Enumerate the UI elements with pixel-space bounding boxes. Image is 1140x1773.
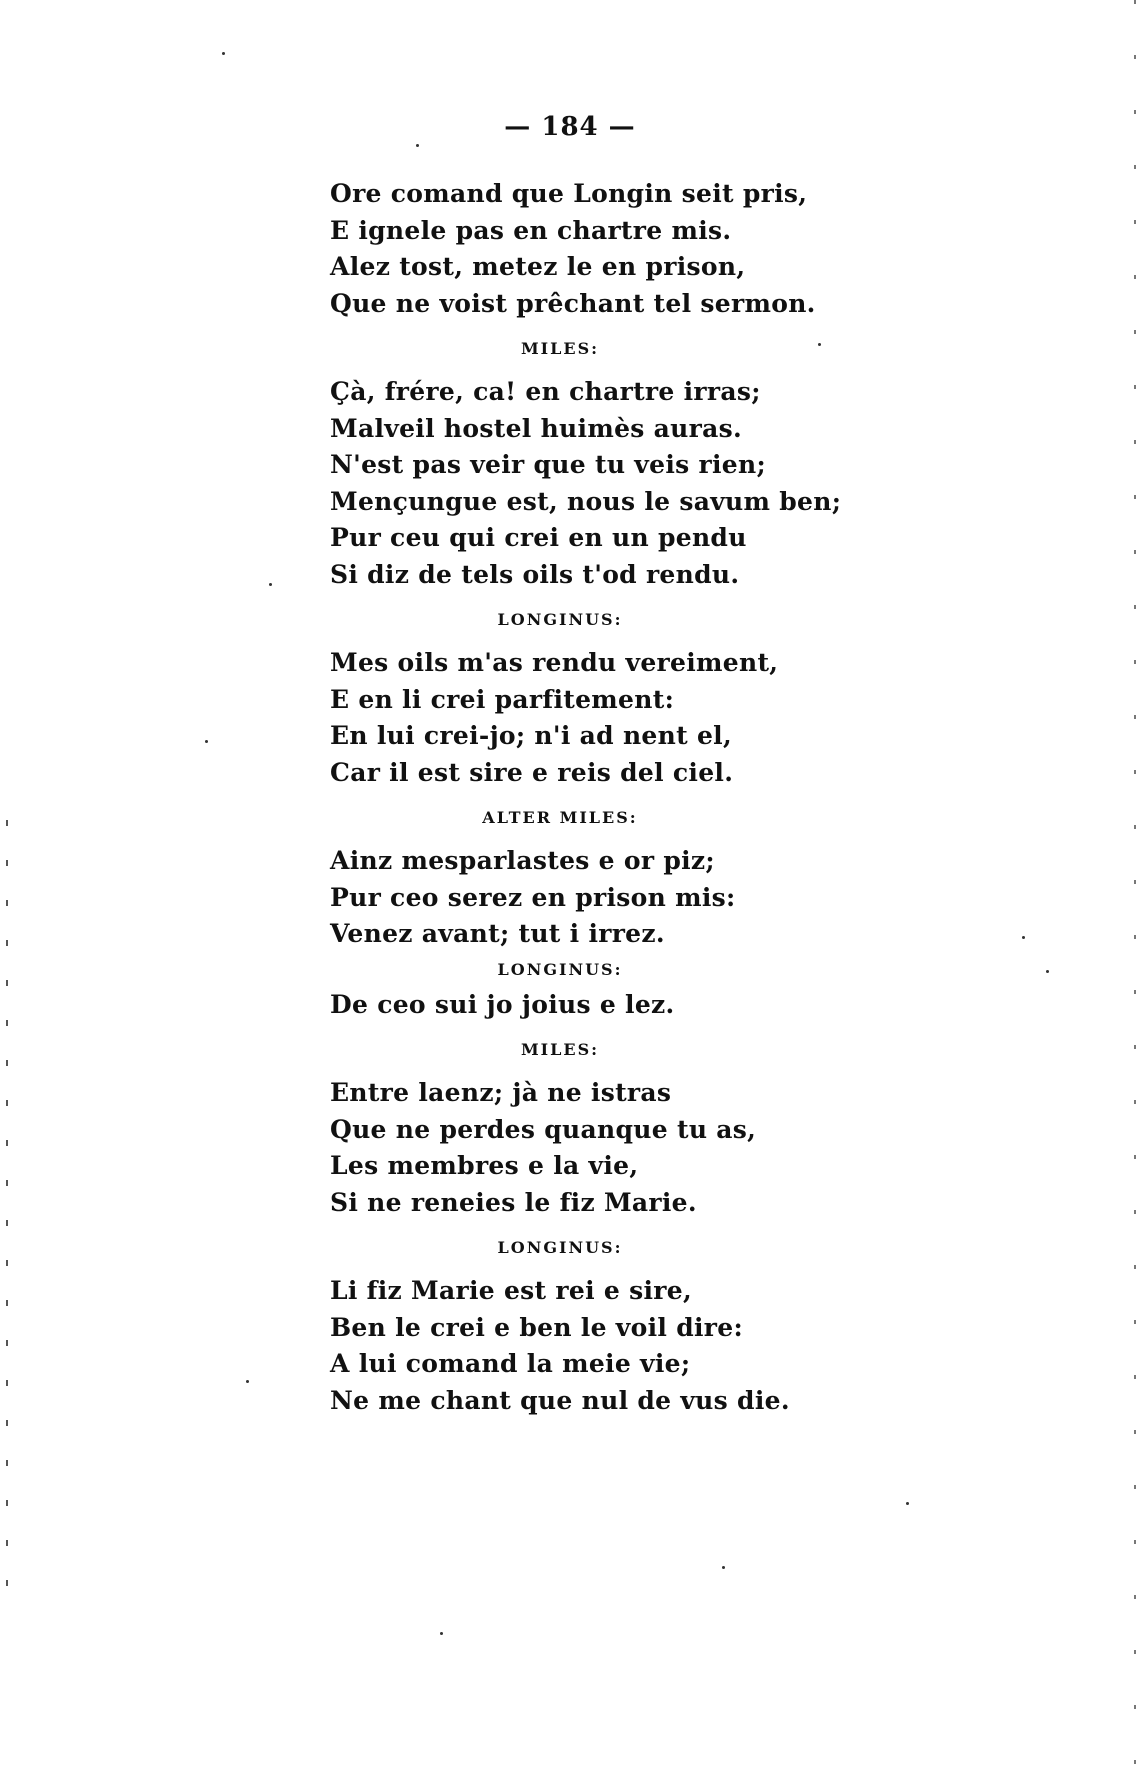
stanza-5	[330, 987, 850, 1024]
verse-line: Si diz de tels oils t'od rendu.	[330, 559, 740, 589]
verse-line: Que ne voist prêchant tel sermon.	[330, 288, 816, 318]
verse-line: Ne me chant que nul de vus die.	[330, 1385, 790, 1415]
verse-line: Alez tost, metez le en prison,	[330, 252, 746, 281]
verse-line: Pur ceu qui crei en un pendu	[330, 523, 747, 552]
speaker-label: MILES:	[520, 1040, 600, 1059]
verse-line: Li fiz Marie est rei e sire,	[330, 1276, 692, 1305]
scan-speck	[440, 1632, 443, 1635]
verse-line: Ainz mesparlastes e or piz;	[330, 846, 715, 875]
verse-line: Mes oils m'as rendu vereiment,	[330, 648, 779, 677]
verse-line: Ore comand que Longin seit pris,	[330, 179, 808, 208]
verse-line: Car il est sire e reis del ciel.	[330, 757, 734, 787]
verse-line: En lui crei-jo; n'i ad nent el,	[330, 721, 732, 750]
verse-line: Les membres e la vie,	[330, 1151, 639, 1180]
verse-line: A lui comand la meie vie;	[330, 1349, 691, 1378]
speaker-label: MILES:	[520, 339, 600, 358]
page-number: — 184 —	[504, 112, 636, 142]
verse-line: Malveil hostel huimès auras.	[330, 413, 742, 443]
scan-gutter-right	[1134, 0, 1136, 1773]
verse-line: Que ne perdes quanque tu as,	[330, 1114, 757, 1144]
verse-line: Venez avant; tut i irrez.	[330, 919, 665, 948]
scan-speck	[246, 1380, 249, 1383]
verse-line: Pur ceo serez en prison mis:	[330, 882, 736, 912]
stanza-1	[330, 176, 850, 322]
speaker-label: ALTER MILES:	[482, 808, 638, 827]
speaker-label: LONGINUS:	[497, 959, 623, 979]
verse-line: N'est pas veir que tu veis rien;	[330, 450, 766, 479]
verse-text	[330, 176, 850, 1419]
stanza-6	[330, 1075, 850, 1221]
scan-speck	[722, 1566, 725, 1569]
verse-line: E en li crei parfitement:	[330, 684, 675, 714]
verse-line: Mençungue est, nous le savum ben;	[330, 486, 842, 516]
scan-speck	[205, 740, 208, 743]
verse-line: Entre laenz; jà ne istras	[330, 1078, 672, 1107]
verse-line: Si ne reneies le fiz Marie.	[330, 1187, 697, 1217]
stanza-4	[330, 843, 850, 953]
scan-speck	[269, 583, 272, 586]
verse-line: De ceo sui jo joius e lez.	[330, 989, 675, 1019]
verse-line: Ben le crei e ben le voil dire:	[330, 1312, 743, 1342]
scan-speck	[1022, 936, 1025, 939]
scan-gutter-left	[6, 820, 8, 1600]
scan-speck	[1046, 970, 1049, 973]
stanza-3	[330, 645, 850, 791]
verse-line: Çà, frére, ca! en chartre irras;	[330, 377, 761, 406]
scan-speck	[416, 144, 419, 147]
scan-speck	[906, 1502, 909, 1505]
verse-line: E ignele pas en chartre mis.	[330, 215, 732, 245]
speaker-label: LONGINUS:	[497, 1238, 623, 1257]
scan-speck	[222, 52, 225, 55]
speaker-label: LONGINUS:	[497, 610, 623, 629]
stanza-7	[330, 1273, 850, 1419]
stanza-2	[330, 374, 850, 593]
